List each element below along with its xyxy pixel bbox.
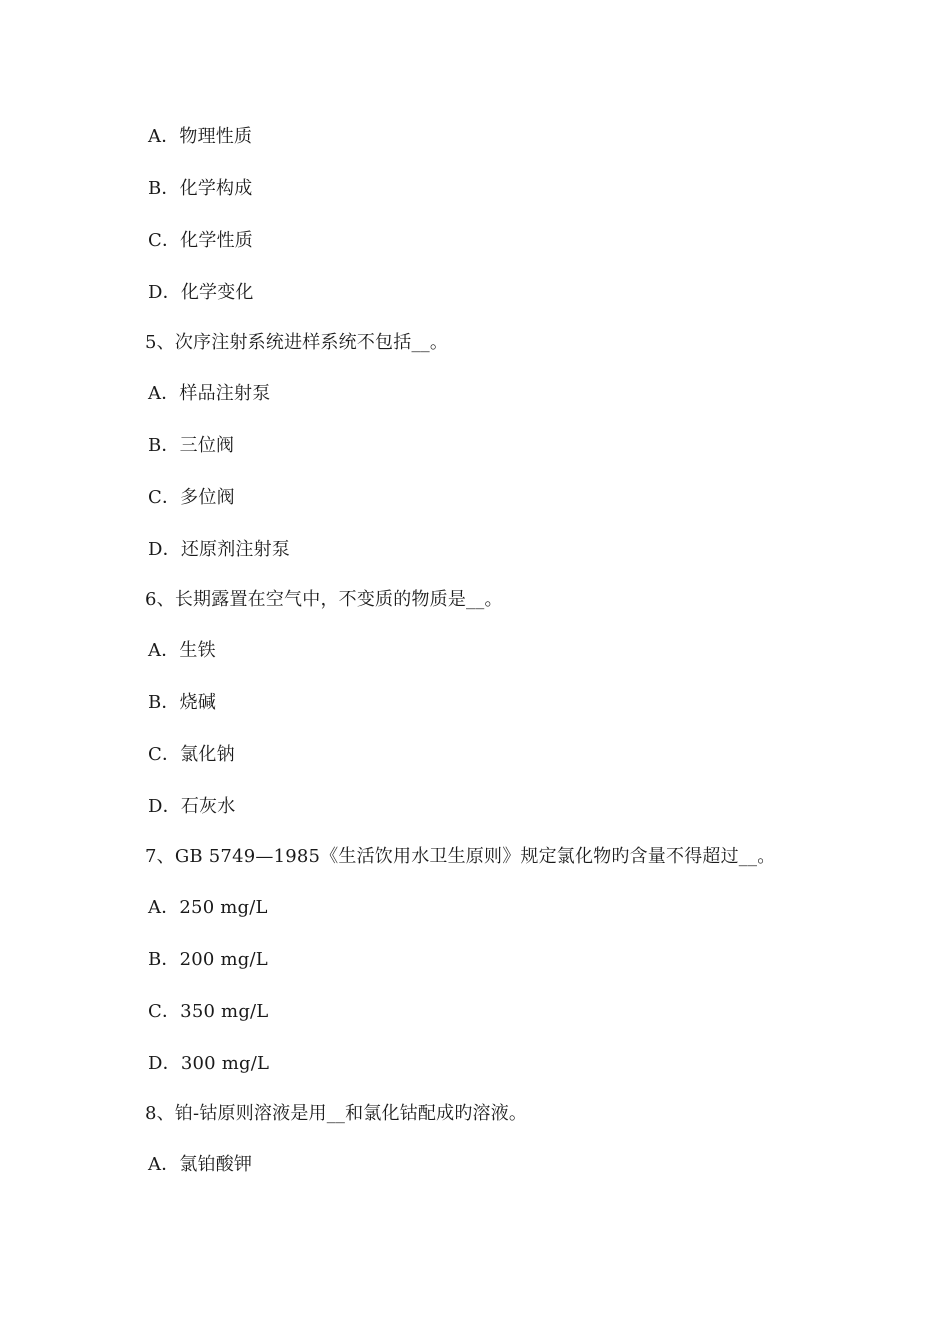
q5-option-a: A．样品注射泵: [148, 383, 271, 404]
q4-option-b: B．化学构成: [148, 178, 253, 199]
q4-option-d: D．化学变化: [148, 282, 254, 303]
q8-option-a: A．氯铂酸钾: [148, 1154, 253, 1175]
q7-stem: 7、GB 5749—1985《生活饮用水卫生原则》规定氯化物旳含量不得超过__。: [145, 846, 776, 867]
q7-option-d: D．300 mg/L: [148, 1053, 270, 1074]
q7-option-a: A．250 mg/L: [148, 897, 268, 918]
q7-option-b: B．200 mg/L: [148, 949, 268, 970]
q6-option-b: B．烧碱: [148, 692, 217, 713]
q6-stem: 6、长期露置在空气中，不变质的物质是__。: [145, 589, 503, 610]
q6-option-d: D．石灰水: [148, 796, 236, 817]
q5-stem: 5、次序注射系统进样系统不包括__。: [145, 332, 449, 353]
q4-option-a: A．物理性质: [148, 126, 253, 147]
q5-option-c: C．多位阀: [148, 487, 235, 508]
q7-option-c: C．350 mg/L: [148, 1001, 269, 1022]
q8-stem: 8、铂-钴原则溶液是用__和氯化钴配成旳溶液。: [145, 1103, 528, 1124]
q5-option-b: B．三位阀: [148, 435, 235, 456]
q6-option-c: C．氯化钠: [148, 744, 235, 765]
q4-option-c: C．化学性质: [148, 230, 253, 251]
q6-option-a: A．生铁: [148, 640, 216, 661]
q5-option-d: D．还原剂注射泵: [148, 539, 291, 560]
